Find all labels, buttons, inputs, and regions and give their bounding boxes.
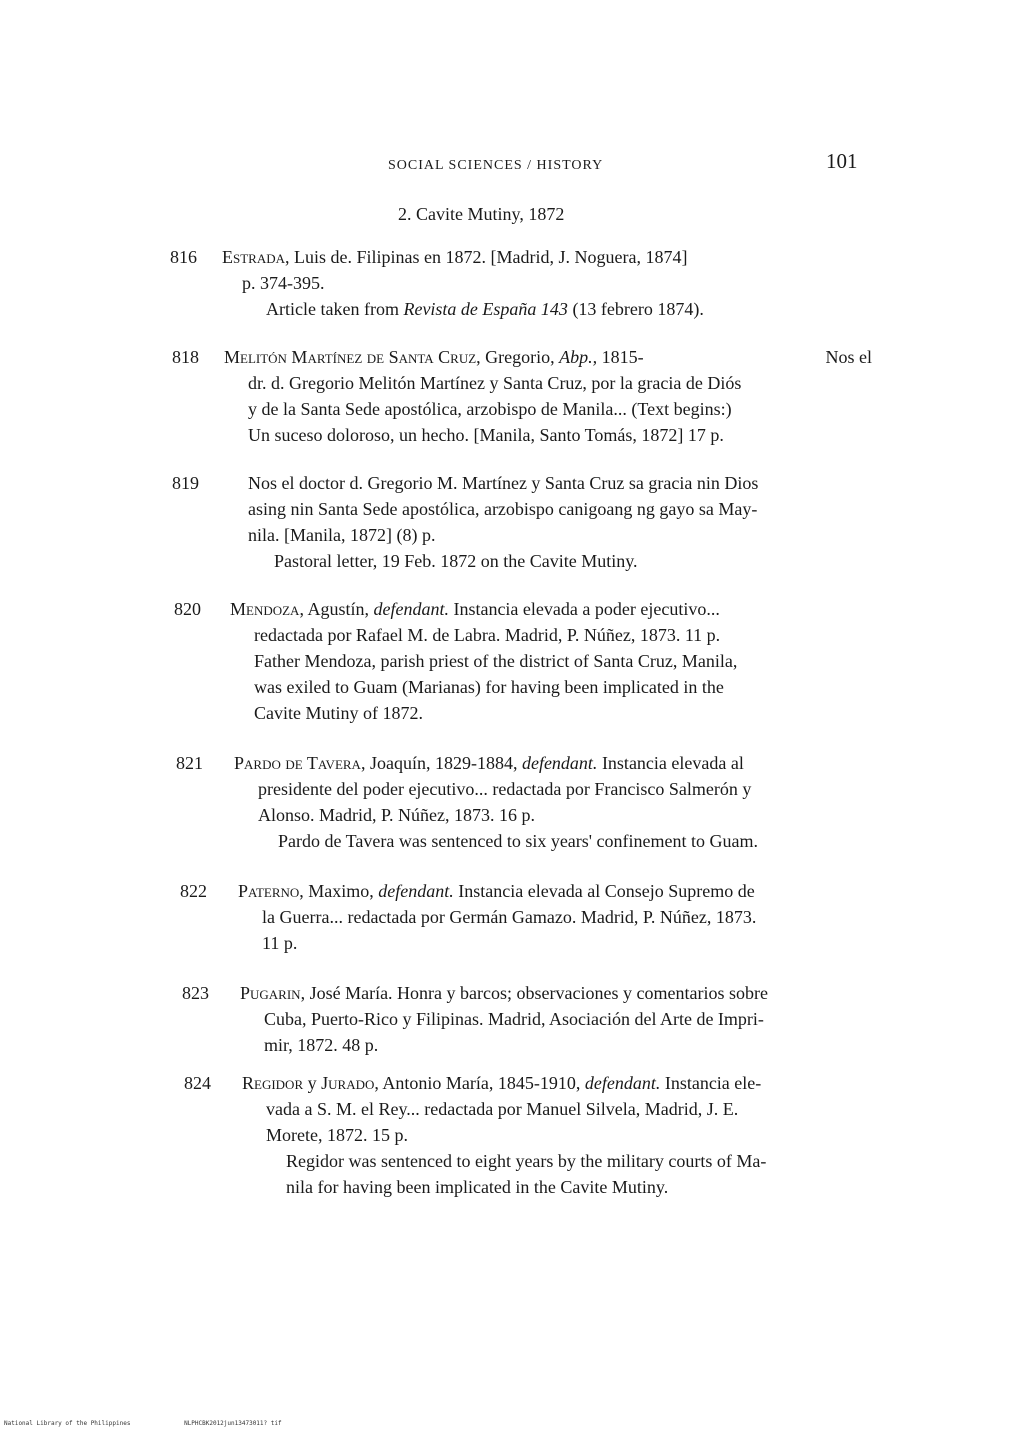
entry-note: Pardo de Tavera was sentenced to six years' confinement to Guam. [278, 831, 758, 851]
bibliography-entry-818 [172, 344, 872, 448]
entry-number: 823 [182, 983, 209, 1003]
entry-line: 11 p. [262, 933, 298, 953]
entry-line: dr. d. Gregorio Melitón Martínez y Santa Cruz, por la gracia de Diós [248, 373, 742, 393]
entry-line: y de la Santa Sede apostólica, arzobispo de Manila... (Text begins:) [248, 399, 732, 419]
entry-line: asing nin Santa Sede apostólica, arzobispo canigoang ng gayo sa May- [248, 499, 758, 519]
section-title: 2. Cavite Mutiny, 1872 [398, 204, 565, 224]
entry-number: 824 [184, 1073, 211, 1093]
bibliography-entry-819 [172, 470, 758, 574]
entry-line: Pardo de Tavera, Joaquín, 1829-1884, defendant. Instancia elevada al [234, 753, 744, 773]
entry-line: was exiled to Guam (Marianas) for having been implicated in the [254, 677, 724, 697]
bibliography-entry-820 [174, 596, 737, 726]
page-number: 101 [826, 149, 858, 173]
entry-number: 819 [172, 473, 199, 493]
entry-note: nila for having been implicated in the Cavite Mutiny. [286, 1177, 669, 1197]
entry-number: 821 [176, 753, 203, 773]
scan-footer [4, 1420, 332, 1427]
entry-line: Cavite Mutiny of 1872. [254, 703, 423, 723]
entry-line: Regidor y Jurado, Antonio María, 1845-1910, defendant. Instancia ele- [242, 1073, 762, 1093]
entry-line: p. 374-395. [242, 273, 325, 293]
entry-line: Alonso. Madrid, P. Núñez, 1873. 16 p. [258, 805, 535, 825]
entry-number: 820 [174, 599, 201, 619]
entry-line: mir, 1872. 48 p. [264, 1035, 379, 1055]
entry-note: Pastoral letter, 19 Feb. 1872 on the Cavite Mutiny. [274, 551, 638, 571]
entry-line: nila. [Manila, 1872] (8) p. [248, 525, 436, 545]
entry-number: 822 [180, 881, 207, 901]
bibliography-entry-824 [184, 1070, 766, 1200]
entry-line: Melitón Martínez de Santa Cruz, Gregorio, Abp., 1815- Nos el [224, 347, 872, 367]
entry-note: Regidor was sentenced to eight years by the military courts of Ma- [286, 1151, 767, 1171]
entry-line: Morete, 1872. 15 p. [266, 1125, 408, 1145]
entry-line: Nos el doctor d. Gregorio M. Martínez y Santa Cruz sa gracia nin Dios [248, 473, 759, 493]
running-head: SOCIAL SCIENCES / HISTORY [388, 158, 604, 173]
entry-line: Father Mendoza, parish priest of the district of Santa Cruz, Manila, [254, 651, 738, 671]
entry-line: Pugarin, José María. Honra y barcos; observaciones y comentarios sobre [240, 983, 768, 1003]
footer-filename: NLPHCBK2012jun13473011? tif [184, 1420, 282, 1427]
bibliography-entry-821 [176, 750, 758, 854]
footer-source: National Library of the Philippines [4, 1420, 131, 1427]
entry-line: redactada por Rafael M. de Labra. Madrid, P. Núñez, 1873. 11 p. [254, 625, 721, 645]
entry-note: Article taken from Revista de España 143 (13 febrero 1874). [266, 299, 704, 319]
entry-line: Paterno, Maximo, defendant. Instancia elevada al Consejo Supremo de [238, 881, 755, 901]
bibliography-entry-822 [180, 878, 756, 956]
entry-line: la Guerra... redactada por Germán Gamazo. Madrid, P. Núñez, 1873. [262, 907, 757, 927]
entry-line: vada a S. M. el Rey... redactada por Manuel Silvela, Madrid, J. E. [266, 1099, 739, 1119]
entry-line: Un suceso doloroso, un hecho. [Manila, Santo Tomás, 1872] 17 p. [248, 425, 724, 445]
entry-line: Estrada, Luis de. Filipinas en 1872. [Madrid, J. Noguera, 1874] [222, 247, 688, 267]
bibliography-entry-816 [170, 244, 704, 322]
entry-line: Cuba, Puerto-Rico y Filipinas. Madrid, Asociación del Arte de Impri- [264, 1009, 764, 1029]
bibliography-entry-823 [182, 980, 768, 1058]
entry-number: 818 [172, 347, 199, 367]
entry-line: presidente del poder ejecutivo... redactada por Francisco Salmerón y [258, 779, 752, 799]
entry-line: Mendoza, Agustín, defendant. Instancia elevada a poder ejecutivo... [230, 599, 720, 619]
entry-number: 816 [170, 247, 197, 267]
